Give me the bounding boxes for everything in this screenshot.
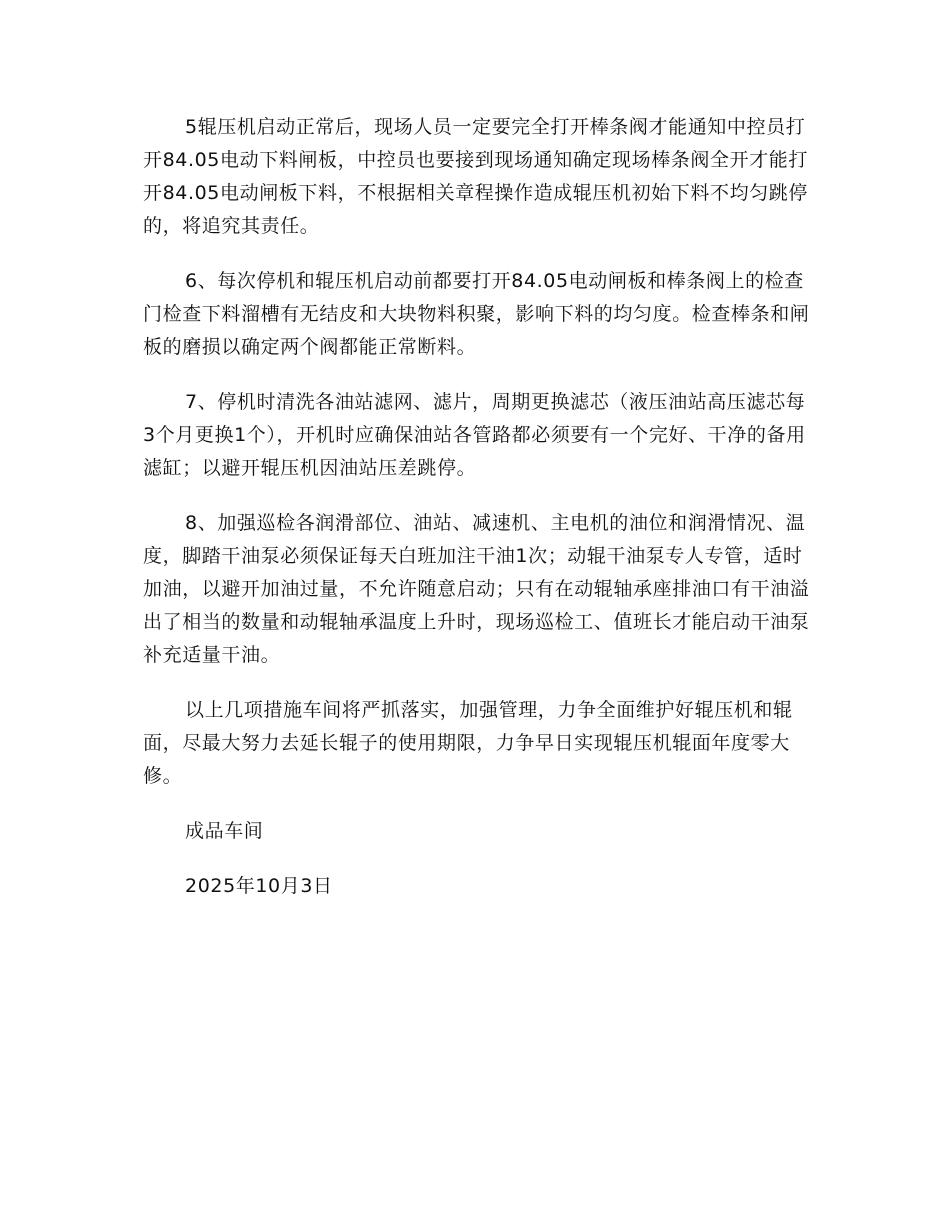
paragraph-item-6: 6、每次停机和辊压机启动前都要打开84.05电动闸板和棒条阀上的检查门检查下料溜槽有无结皮和大块物料积聚，影响下料的均匀度。检查棒条和闸板的磨损以确定两个阀都能正常断料。 [143,270,810,358]
department-signature: 成品车间 [185,820,264,842]
document-date: 2025年10月3日 [185,875,333,897]
document-body [143,111,815,925]
paragraph-item-7: 7、停机时清洗各油站滤网、滤片，周期更换滤芯（液压油站高压滤芯每3个月更换1个），开机时应确保油站各管路都必须要有一个完好、干净的备用滤缸；以避开辊压机因油站压差跳停。 [143,391,806,479]
paragraph-summary: 以上几项措施车间将严抓落实，加强管理，力争全面维护好辊压机和辊面，尽最大努力去延长辊子的使用期限，力争早日实现辊压机辊面年度零大修。 [143,699,793,787]
paragraph-item-8: 8、加强巡检各润滑部位、油站、减速机、主电机的油位和润滑情况、温度，脚踏干油泵必须保证每天白班加注干油1次；动辊干油泵专人专管，适时加油，以避开加油过量，不允许随意启动；只有在动辊轴承座排油口有干油溢出了相当的数量和动辊轴承温度上升时，现场巡检工、值班长才能启动干油泵补充适量干油。 [143,512,810,666]
paragraph-item-5: 5辊压机启动正常后，现场人员一定要完全打开棒条阀才能通知中控员打开84.05电动下料闸板，中控员也要接到现场通知确定现场棒条阀全开才能打开84.05电动闸板下料，不根据相关章程操作造成辊压机初始下料不均匀跳停的，将追究其责任。 [143,116,808,237]
